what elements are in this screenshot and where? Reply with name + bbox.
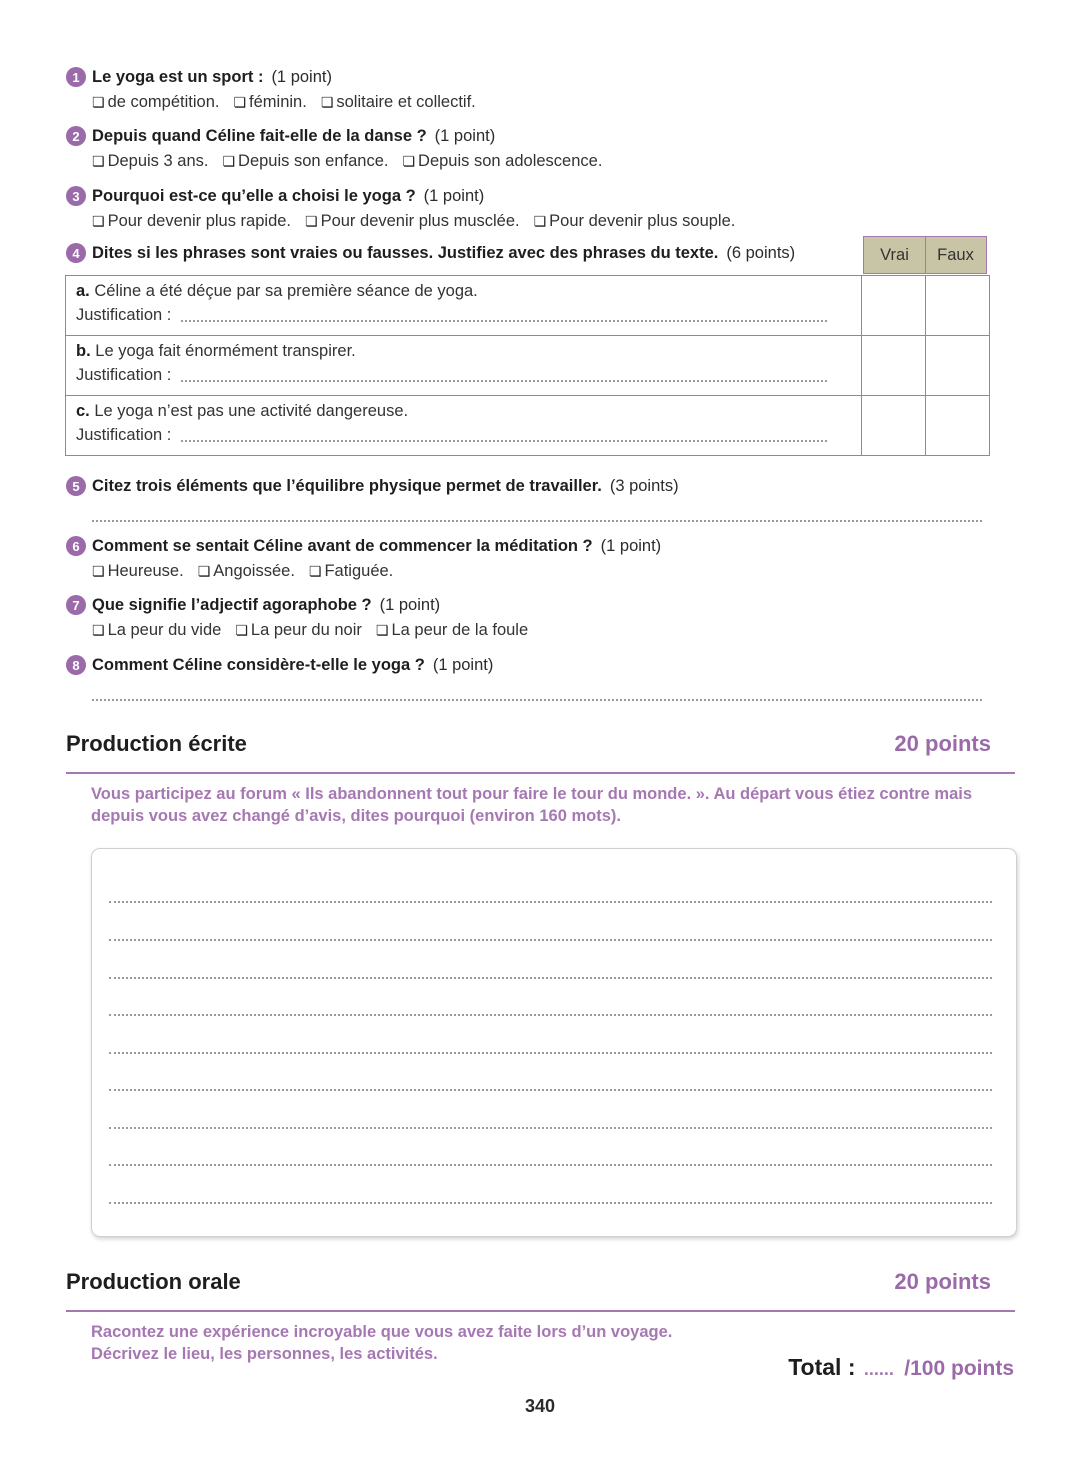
question-text: Le yoga est un sport : — [92, 67, 264, 86]
checkbox-icon[interactable]: ❏ — [402, 152, 416, 169]
writing-line[interactable] — [109, 1202, 992, 1204]
answer-option[interactable]: ❏ de compétition. — [92, 92, 220, 111]
writing-line[interactable] — [109, 901, 992, 903]
table-row — [66, 336, 990, 396]
question-number-badge: 8 — [66, 655, 86, 675]
question-number-badge: 5 — [66, 476, 86, 496]
writing-line[interactable] — [109, 1127, 992, 1129]
answer-option[interactable]: ❏ Depuis son enfance. — [222, 151, 389, 170]
answer-option[interactable]: ❏ Heureuse. — [92, 561, 184, 580]
writing-line[interactable] — [109, 1089, 992, 1091]
question-number-badge: 3 — [66, 186, 86, 206]
vrai-cell[interactable] — [862, 396, 926, 456]
answer-option[interactable]: ❏ Angoissée. — [197, 561, 295, 580]
question-text: Comment Céline considère-t-elle le yoga ? — [92, 655, 425, 674]
checkbox-icon[interactable]: ❏ — [222, 152, 236, 169]
statement-cell: a. Céline a été déçue par sa première séance de yoga. Justification : — [66, 276, 862, 336]
total-label: Total : — [788, 1354, 856, 1380]
question-1 — [66, 65, 1006, 115]
checkbox-icon[interactable]: ❏ — [92, 152, 105, 169]
justification-field[interactable]: Justification : — [76, 426, 851, 445]
instruction-production-orale: Racontez une expérience incroyable que vous avez faite lors d’un voyage. Décrivez le lieu, les personnes, les activités. — [91, 1323, 673, 1363]
answer-option[interactable]: ❏ Pour devenir plus souple. — [533, 211, 736, 230]
question-points: (1 point) — [271, 67, 332, 86]
faux-cell[interactable] — [926, 396, 990, 456]
justification-field[interactable]: Justification : — [76, 366, 851, 385]
question-points: (1 point) — [432, 655, 494, 674]
question-number-badge: 4 — [66, 243, 86, 263]
question-7 — [66, 593, 1006, 643]
true-false-table — [65, 275, 990, 456]
total-blank[interactable]: ...... — [863, 1359, 894, 1379]
instruction-production-ecrite: Vous participez au forum « Ils abandonnent tout pour faire le tour du monde. ». Au départ vous étiez contre mais depuis vous avez changé d’avis, dites pourquoi (environ 160 mots). — [91, 785, 973, 825]
section-divider — [66, 772, 1015, 774]
writing-line[interactable] — [109, 1052, 992, 1054]
answer-option[interactable]: ❏ Pour devenir plus rapide. — [92, 211, 292, 230]
checkbox-icon[interactable]: ❏ — [197, 562, 211, 579]
question-points: (1 point) — [423, 186, 485, 205]
checkbox-icon[interactable]: ❏ — [308, 562, 322, 579]
checkbox-icon[interactable]: ❏ — [320, 93, 334, 110]
justification-field[interactable]: Justification : — [76, 306, 851, 325]
writing-line[interactable] — [109, 1014, 992, 1016]
question-points: (1 point) — [379, 595, 441, 614]
section-title-production-ecrite: Production écrite — [66, 731, 247, 756]
writing-area[interactable] — [91, 848, 1017, 1237]
page-number: 340 — [524, 1396, 556, 1416]
answer-option[interactable]: ❏ féminin. — [233, 92, 307, 111]
answer-option[interactable]: ❏ La peur du vide — [92, 620, 222, 639]
question-text: Pourquoi est-ce qu’elle a choisi le yoga ? — [92, 186, 416, 205]
section-points-production-ecrite: 20 points — [894, 731, 991, 756]
checkbox-icon[interactable]: ❏ — [375, 621, 389, 638]
statement-cell: c. Le yoga n’est pas une activité dangereuse. Justification : — [66, 396, 862, 456]
answer-option[interactable]: ❏ Depuis 3 ans. — [92, 151, 209, 170]
question-2 — [66, 124, 1006, 174]
checkbox-icon[interactable]: ❏ — [92, 93, 105, 110]
question-points: (3 points) — [609, 476, 679, 495]
total-out-of: /100 points — [904, 1357, 1014, 1380]
question-number-badge: 6 — [66, 536, 86, 556]
question-points: (1 point) — [600, 536, 662, 555]
answer-option[interactable]: ❏ solitaire et collectif. — [320, 92, 476, 111]
table-row — [66, 276, 990, 336]
checkbox-icon[interactable]: ❏ — [233, 93, 247, 110]
checkbox-icon[interactable]: ❏ — [92, 212, 105, 229]
writing-line[interactable] — [109, 939, 992, 941]
question-text: Citez trois éléments que l’équilibre physique permet de travailler. — [92, 476, 602, 495]
question-8 — [66, 653, 1006, 701]
question-text: Que signifie l’adjectif agoraphobe ? — [92, 595, 372, 614]
question-4 — [66, 241, 856, 265]
vrai-cell[interactable] — [862, 276, 926, 336]
section-points-production-orale: 20 points — [894, 1269, 991, 1294]
checkbox-icon[interactable]: ❏ — [533, 212, 547, 229]
writing-line[interactable] — [109, 977, 992, 979]
section-divider — [66, 1310, 1015, 1312]
faux-cell[interactable] — [926, 336, 990, 396]
question-points: (1 point) — [434, 126, 496, 145]
question-points: (6 points) — [726, 243, 796, 262]
checkbox-icon[interactable]: ❏ — [305, 212, 318, 229]
statement-cell: b. Le yoga fait énormément transpirer. Justification : — [66, 336, 862, 396]
total-score — [788, 1354, 1014, 1381]
answer-option[interactable]: ❏ Fatiguée. — [308, 561, 394, 580]
answer-line[interactable] — [92, 677, 982, 701]
faux-cell[interactable] — [926, 276, 990, 336]
answer-option[interactable]: ❏ Pour devenir plus musclée. — [305, 211, 520, 230]
answer-option[interactable]: ❏ La peur de la foule — [375, 620, 529, 639]
question-6 — [66, 534, 1006, 584]
checkbox-icon[interactable]: ❏ — [92, 562, 105, 579]
header-vrai: Vrai — [863, 236, 926, 274]
checkbox-icon[interactable]: ❏ — [235, 621, 248, 638]
question-5 — [66, 474, 1006, 522]
header-faux: Faux — [925, 236, 987, 274]
checkbox-icon[interactable]: ❏ — [92, 621, 105, 638]
question-text: Comment se sentait Céline avant de commencer la méditation ? — [92, 536, 593, 555]
vrai-cell[interactable] — [862, 336, 926, 396]
answer-option[interactable]: ❏ La peur du noir — [235, 620, 362, 639]
true-false-header — [863, 236, 987, 274]
question-number-badge: 7 — [66, 595, 86, 615]
question-text: Depuis quand Céline fait-elle de la danse ? — [92, 126, 427, 145]
answer-option[interactable]: ❏ Depuis son adolescence. — [402, 151, 603, 170]
section-title-production-orale: Production orale — [66, 1269, 241, 1294]
question-number-badge: 2 — [66, 126, 86, 146]
question-text: Dites si les phrases sont vraies ou fausses. Justifiez avec des phrases du texte. — [92, 243, 719, 262]
table-row — [66, 396, 990, 456]
question-3 — [66, 184, 1006, 234]
writing-line[interactable] — [109, 1164, 992, 1166]
answer-line[interactable] — [92, 498, 982, 522]
question-number-badge: 1 — [66, 67, 86, 87]
